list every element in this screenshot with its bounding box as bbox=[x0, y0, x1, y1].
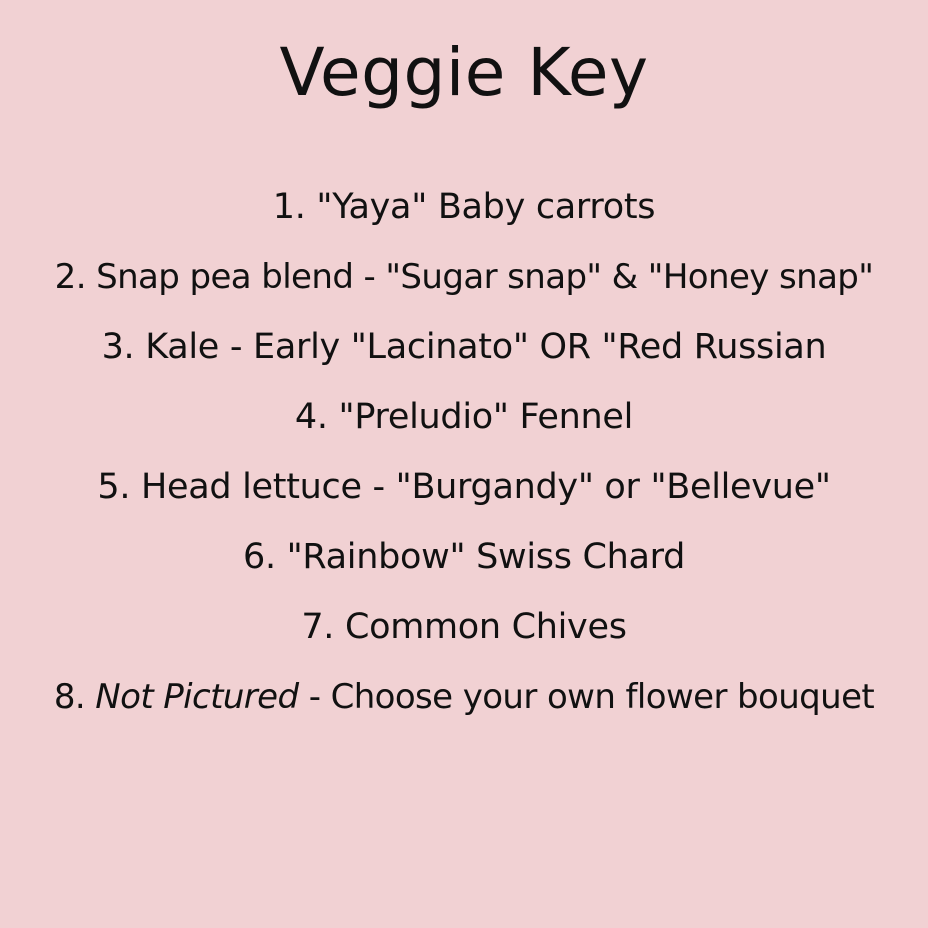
list-item bbox=[0, 382, 928, 452]
item-number: 4. bbox=[294, 397, 328, 437]
item-number: 1. bbox=[272, 187, 306, 227]
item-number: 6. bbox=[242, 537, 276, 577]
item-text: - Choose your own flower bouquet bbox=[298, 677, 875, 717]
item-text: "Preludio" Fennel bbox=[338, 397, 634, 437]
list-item bbox=[0, 172, 928, 242]
list-item bbox=[0, 242, 928, 312]
list-item bbox=[0, 522, 928, 592]
item-text: Head lettuce - "Burgandy" or "Bellevue" bbox=[140, 467, 831, 507]
list-item bbox=[0, 662, 928, 732]
item-text: Kale - Early "Lacinato" OR "Red Russian bbox=[145, 327, 827, 367]
item-number: 8. bbox=[53, 677, 86, 717]
item-text: Common Chives bbox=[344, 607, 627, 647]
item-text: Snap pea blend - "Sugar snap" & "Honey snap" bbox=[96, 257, 874, 297]
item-text: "Rainbow" Swiss Chard bbox=[286, 537, 686, 577]
list-item bbox=[0, 452, 928, 522]
item-emphasis: Not Pictured bbox=[95, 677, 299, 717]
item-number: 5. bbox=[97, 467, 131, 507]
item-number: 3. bbox=[101, 327, 135, 367]
item-number: 7. bbox=[301, 607, 335, 647]
list-item bbox=[0, 592, 928, 662]
item-text: "Yaya" Baby carrots bbox=[316, 187, 656, 227]
item-number: 2. bbox=[54, 257, 86, 297]
veggie-list bbox=[0, 172, 928, 732]
page-title: Veggie Key bbox=[279, 34, 649, 111]
list-item bbox=[0, 312, 928, 382]
